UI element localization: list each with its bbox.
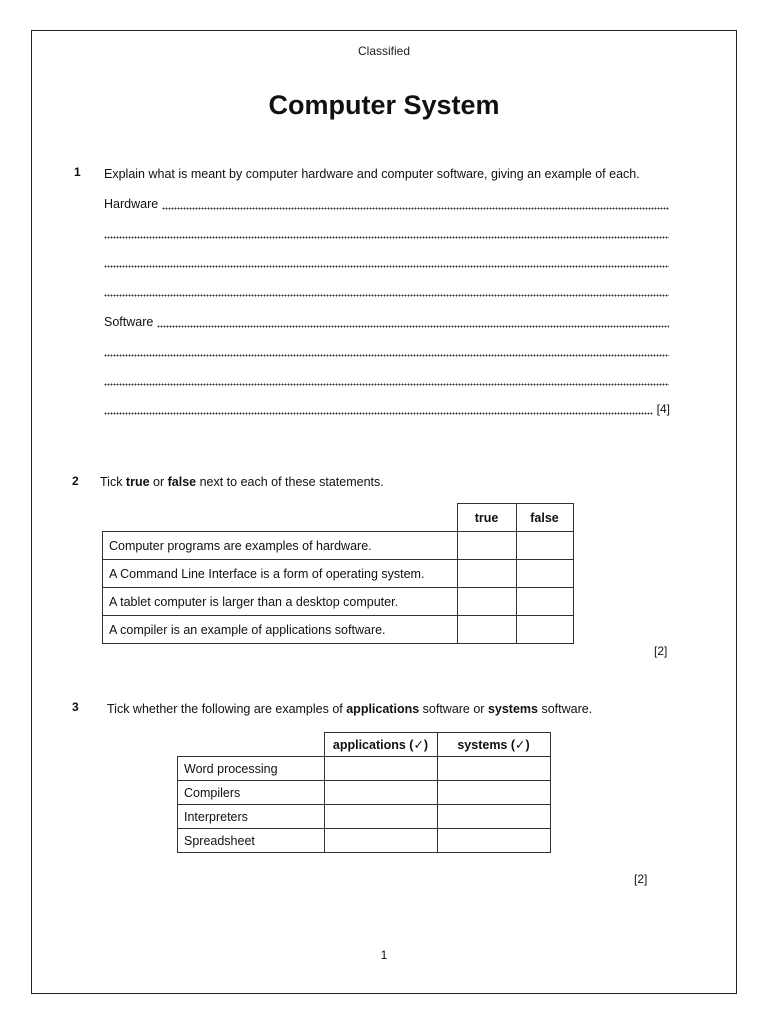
software-answer-line[interactable] xyxy=(104,314,669,330)
statement-cell: A Command Line Interface is a form of operating system. xyxy=(103,560,458,588)
table-row xyxy=(103,588,574,616)
question-2-marks: [2] xyxy=(654,644,668,658)
item-cell: Compilers xyxy=(178,781,325,805)
table-row xyxy=(178,781,551,805)
true-checkbox-cell[interactable] xyxy=(457,560,516,588)
hardware-answer-line[interactable] xyxy=(104,283,669,299)
applications-systems-table xyxy=(177,732,551,853)
answer-dots xyxy=(104,412,653,415)
statement-cell: A tablet computer is larger than a desktop computer. xyxy=(103,588,458,616)
table-row xyxy=(103,616,574,644)
table-row xyxy=(178,805,551,829)
table-row xyxy=(178,757,551,781)
statement-cell: A compiler is an example of applications software. xyxy=(103,616,458,644)
true-false-table xyxy=(102,503,574,644)
answer-dots xyxy=(104,294,669,297)
software-label: Software xyxy=(104,315,154,329)
false-checkbox-cell[interactable] xyxy=(516,560,573,588)
question-1-marks: [4] xyxy=(656,402,670,416)
answer-dots xyxy=(104,354,669,357)
question-2-text: Tick true or false next to each of these statements. xyxy=(100,475,384,489)
item-cell: Word processing xyxy=(178,757,325,781)
true-checkbox-cell[interactable] xyxy=(457,532,516,560)
software-answer-line[interactable] xyxy=(104,401,670,417)
applications-checkbox-cell[interactable] xyxy=(324,757,437,781)
item-cell: Spreadsheet xyxy=(178,829,325,853)
systems-checkbox-cell[interactable] xyxy=(437,805,550,829)
answer-dots xyxy=(104,265,669,268)
classification-header: Classified xyxy=(357,44,411,58)
applications-checkbox-cell[interactable] xyxy=(324,781,437,805)
systems-checkbox-cell[interactable] xyxy=(437,757,550,781)
question-3-number: 3 xyxy=(72,700,79,714)
question-1-text: Explain what is meant by computer hardware and computer software, giving an example of each. xyxy=(104,167,640,181)
false-checkbox-cell[interactable] xyxy=(516,616,573,644)
table-row xyxy=(178,829,551,853)
statement-cell: Computer programs are examples of hardware. xyxy=(103,532,458,560)
applications-column-header: applications (✓) xyxy=(324,733,437,757)
table-row xyxy=(103,560,574,588)
answer-dots xyxy=(162,207,669,210)
true-checkbox-cell[interactable] xyxy=(457,616,516,644)
question-1-number: 1 xyxy=(74,165,81,179)
systems-checkbox-cell[interactable] xyxy=(437,829,550,853)
applications-checkbox-cell[interactable] xyxy=(324,829,437,853)
question-3-marks: [2] xyxy=(634,872,648,886)
table-row xyxy=(103,532,574,560)
item-cell: Interpreters xyxy=(178,805,325,829)
true-column-header: true xyxy=(457,504,516,532)
false-column-header: false xyxy=(516,504,573,532)
answer-dots xyxy=(104,236,669,239)
page-number: 1 xyxy=(380,948,388,962)
true-checkbox-cell[interactable] xyxy=(457,588,516,616)
systems-column-header: systems (✓) xyxy=(437,733,550,757)
software-answer-line[interactable] xyxy=(104,343,669,359)
answer-dots xyxy=(104,383,669,386)
false-checkbox-cell[interactable] xyxy=(516,588,573,616)
page-title: Computer System xyxy=(268,90,500,120)
software-answer-line[interactable] xyxy=(104,372,669,388)
systems-checkbox-cell[interactable] xyxy=(437,781,550,805)
hardware-label: Hardware xyxy=(104,197,159,211)
question-2-number: 2 xyxy=(72,474,79,488)
applications-checkbox-cell[interactable] xyxy=(324,805,437,829)
hardware-answer-line[interactable] xyxy=(104,254,669,270)
hardware-answer-line[interactable] xyxy=(104,196,669,212)
false-checkbox-cell[interactable] xyxy=(516,532,573,560)
answer-dots xyxy=(157,325,669,328)
question-3-text: Tick whether the following are examples of applications software or systems software. xyxy=(107,702,593,716)
hardware-answer-line[interactable] xyxy=(104,225,669,241)
